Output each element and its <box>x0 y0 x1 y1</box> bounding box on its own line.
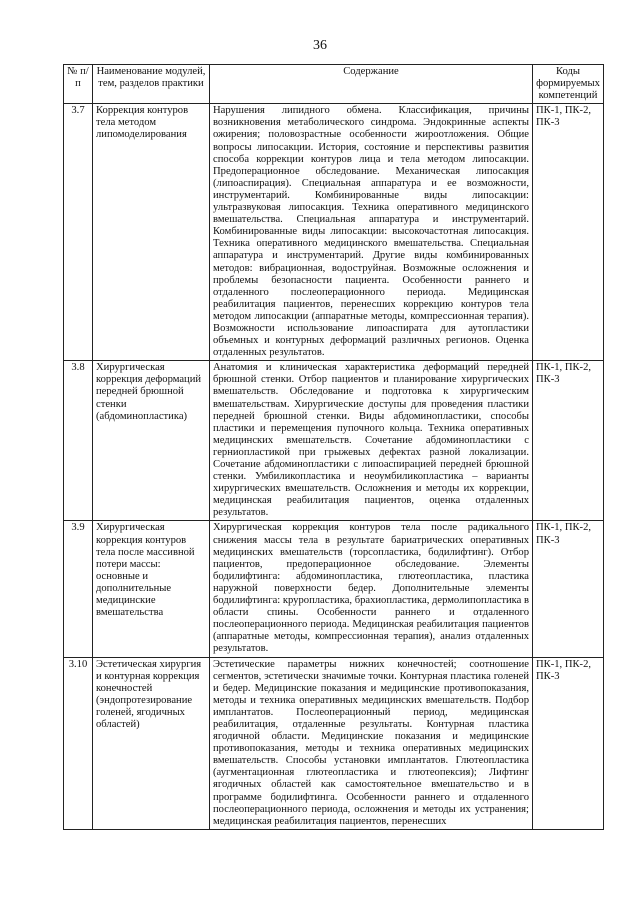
row-module: Хирургическая коррекция контуров тела после массивной потери массы: основные и дополнительные медицинские вмешательства <box>93 521 210 657</box>
header-module: Наименование модулей, тем, разделов практики <box>93 65 210 104</box>
table-row <box>64 104 604 361</box>
page-number: 36 <box>313 38 327 53</box>
row-codes: ПК-1, ПК-2, ПК-3 <box>533 104 604 361</box>
table-row <box>64 361 604 521</box>
header-number: № п/п <box>64 65 93 104</box>
row-codes: ПК-1, ПК-2, ПК-3 <box>533 657 604 829</box>
row-content: Анатомия и клиническая характеристика деформаций передней брюшной стенки. Отбор пациентов и планирование хирургических вмешательств. Обследование и подготовка к хирургическим вмешательствам. Хирургические доступы для проведения пластики передней брюшной стенки. Виды абдоминопластики, способы пластики и перемещения пупочного кольца. Техника оперативных медицинских вмешательств. Сочетание абдоминопластики с герниопластикой при грыжевых дефектах разной локализации. Сочетание абдоминопластики с липоаспирацией передней брюшной стенки. Умбиликопластика и неоумбиликопластика – варианты хирургических вмешательств. Осложнения и методы их коррекции, медицинская реабилитация пациентов, оценка отдаленных результатов. <box>210 361 533 521</box>
table-row <box>64 521 604 657</box>
curriculum-table <box>63 64 604 830</box>
row-number: 3.10 <box>64 657 93 829</box>
row-codes: ПК-1, ПК-2, ПК-3 <box>533 521 604 657</box>
row-module: Эстетическая хирургия и контурная коррекция конечностей (эндопротезирование голеней, ягодичных областей) <box>93 657 210 829</box>
header-content: Содержание <box>210 65 533 104</box>
header-codes: Коды формируемых компетенций <box>533 65 604 104</box>
row-number: 3.9 <box>64 521 93 657</box>
row-codes: ПК-1, ПК-2, ПК-3 <box>533 361 604 521</box>
row-content: Эстетические параметры нижних конечностей; соотношение сегментов, эстетически значимые точки. Контурная пластика голеней и бедер. Медицинские показания и медицинские противопоказания, методы и техника оперативных медицинских вмешательств. Подбор имплантатов. Послеоперационный период, медицинская реабилитация, отдаленные результаты. Контурная пластика ягодичной области. Медицинские показания и медицинские противопоказания, методы и техника оперативных медицинских вмешательств. Способы установки имплантатов. Глютеопластика (аугментационная глютеопластика и глютеопексия); Лифтинг ягодичных областей как самостоятельное вмешательство и в программе бодилифтинга. Особенности раннего и отдаленного послеоперационного периода, осложнения и методы их устранения; медицинская реабилитация пациентов, перенесших <box>210 657 533 829</box>
row-number: 3.7 <box>64 104 93 361</box>
row-module: Хирургическая коррекция деформаций передней брюшной стенки (абдоминопластика) <box>93 361 210 521</box>
row-content: Хирургическая коррекция контуров тела после радикального снижения массы тела в результате бариатрических оперативных медицинских вмешательств (торсопластика, бодилифтинг). Отбор пациентов, предоперационное обследование. Элементы бодилифтинга: абдоминопластика, глютеопластика, пластика наружной поверхности бедер. Дополнительные элементы бодилифтинга: круропластика, брахиопластика, дермолипопластика в области спины. Особенности раннего и отдаленного послеоперационного периода. Медицинская реабилитация пациентов (аппаратные методы, компрессионная терапия), анализ отдаленных результатов. <box>210 521 533 657</box>
row-content: Нарушения липидного обмена. Классификация, причины возникновения метаболического синдрома. Эндокринные аспекты ожирения; половозрастные особенности жироотложения. Общие вопросы липосакции. История, состояние и перспективы развития способа коррекции контуров лица и тела методом липосакции. Предоперационное обследование. Механическая липосакция (липоаспирация). Специальная аппаратура и ее возможности, инструментарий. Комбинированные виды липосакции: ультразвуковая липосакция. Техника оперативного медицинского вмешательства. Специальная аппаратура и инструментарий. Комбинированные виды липосакции: высокочастотная липосакция. Техника оперативного медицинского вмешательства. Специальная аппаратура и инструментарий. Другие виды комбинированных методов: вибрационная, водоструйная. Возможные осложнения и проблемы безопасности пациента. Особенности раннего и отдаленного послеоперационного периода. Медицинская реабилитация пациентов, перенесших коррекцию контуров тела методом липосакции (аппаратные методы, компрессионная терапия). Возможности использование липоаспирата для аутопластики объемных и контурных деформаций различных регионов. Оценка отдаленных результатов. <box>210 104 533 361</box>
row-number: 3.8 <box>64 361 93 521</box>
table-header-row <box>64 65 604 104</box>
table-row <box>64 657 604 829</box>
row-module: Коррекция контуров тела методом липомоделирования <box>93 104 210 361</box>
